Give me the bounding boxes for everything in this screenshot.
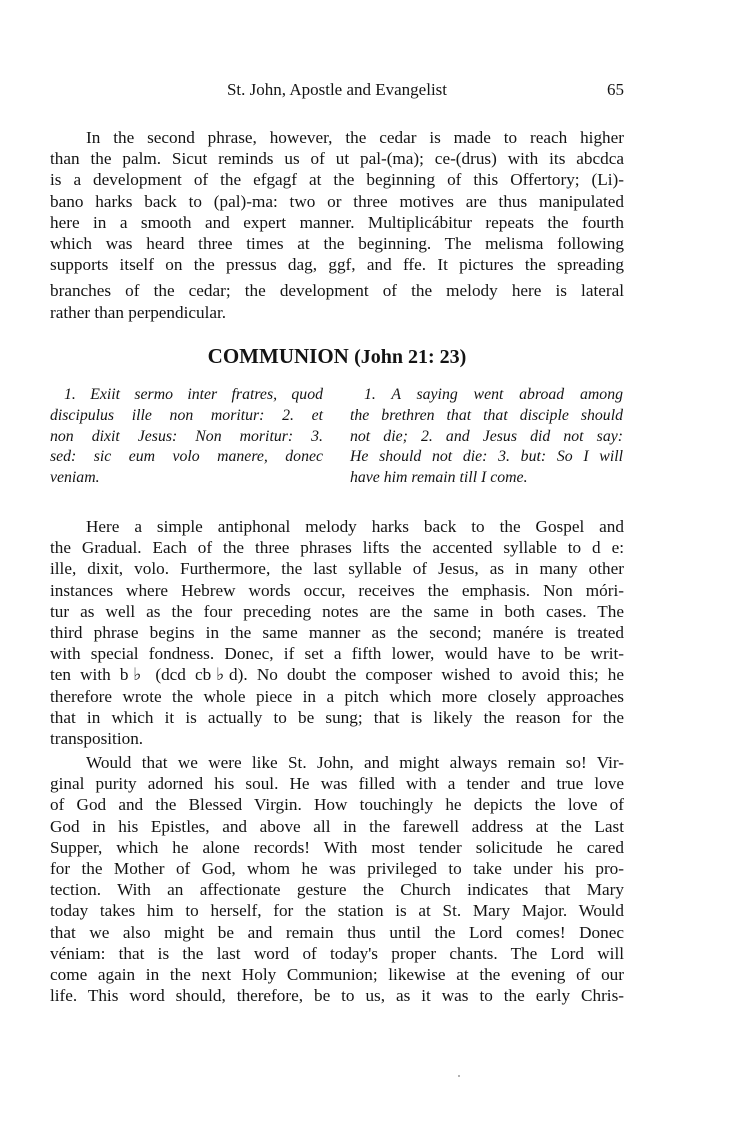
heading-title: COMMUNION [207,344,349,368]
english-line: not die; 2. and Jesus did not say: [350,427,623,445]
text-line: is a development of the efgagf at the beginning of this Offertory; (Li)- [50,170,624,190]
paragraph-reflection [50,752,624,1006]
text-line: branches of the cedar; the development of the melody here is lateral [50,281,624,301]
text-line: tur as well as the four preceding notes are the same in both cases. The [50,601,624,621]
text-line: ginal purity adorned his soul. He was filled with a tender and true love [50,774,624,794]
text-line: which was heard three times at the beginning. The melisma following [50,234,624,254]
text-line: life. This word should, therefore, be to us, as it was to the early Chris- [50,986,624,1006]
text-line: therefore wrote the whole piece in a pitch which more closely approaches [50,686,624,706]
running-header [50,80,624,100]
latin-line: non dixit Jesus: Non moritur: 3. [50,427,323,445]
paragraph-offertory-commentary [50,127,624,323]
section-heading [50,344,624,369]
text-line: the Gradual. Each of the three phrases lifts the accented syllable to d e: [50,538,624,558]
text-line: that in which it is actually to be sung; that is likely the reason for the [50,707,624,727]
text-line: supports itself on the pressus dag, ggf, and ffe. It pictures the spreading [50,255,624,275]
english-text-column [350,385,623,489]
latin-line: sed: sic eum volo manere, donec [50,448,323,466]
english-line: have him remain till I come. [350,469,528,487]
header-title: St. John, Apostle and Evangelist [226,80,448,99]
text-line: véniam: that is the last word of today's proper chants. The Lord will [50,943,624,963]
english-line: He should not die: 3. but: So I will [350,448,623,466]
text-line: than the palm. Sicut reminds us of ut pal-(ma); ce-(drus) with its abcdca [50,149,624,169]
text-line: instances where Hebrew words occur, receives the emphasis. Non móri- [50,580,624,600]
text-line: ten with b♭ (dcd cb♭d). No doubt the composer wished to avoid this; he [50,665,624,685]
text-line: of God and the Blessed Virgin. How touchingly he depicts the love of [50,795,624,815]
text-line: today takes him to herself, for the station is at St. Mary Major. Would [50,901,624,921]
english-line: 1. A saying went abroad among [364,386,623,403]
paragraph-communion-commentary [50,516,624,749]
text-line: come again in the next Holy Communion; likewise at the evening of our [50,965,624,985]
latin-text-column [50,385,323,489]
text-line: that we also might be and remain thus until the Lord comes! Donec [50,922,624,942]
heading-reference: (John 21: 23) [354,346,467,368]
latin-line: discipulus ille non moritur: 2. et [50,406,323,424]
text-line: In the second phrase, however, the cedar is made to reach higher [86,128,624,147]
text-line: Supper, which he alone records! With most tender solicitude he cared [50,837,624,857]
text-line: here in a smooth and expert manner. Multiplicábitur repeats the fourth [50,212,624,232]
text-line: tection. With an affectionate gesture the Church indicates that Mary [50,880,624,900]
text-line: transposition. [50,729,144,749]
text-line: third phrase begins in the same manner as the second; manére is treated [50,623,624,643]
text-line: Would that we were like St. John, and might always remain so! Vir- [86,753,624,772]
latin-line: veniam. [50,469,100,487]
print-speck [458,1075,460,1077]
text-line: rather than perpendicular. [50,302,227,322]
english-line: the brethren that that disciple should [350,406,623,424]
text-line: for the Mother of God, whom he was privileged to take under his pro- [50,859,624,879]
text-line: Here a simple antiphonal melody harks back to the Gospel and [86,517,624,536]
text-line: bano harks back to (pal)-ma: two or three motives are thus manipulated [50,191,624,211]
latin-line: 1. Exiit sermo inter fratres, quod [64,386,323,403]
text-line: God in his Epistles, and above all in the farewell address at the Last [50,816,624,836]
page-number: 65 [607,80,624,99]
text-line: with special fondness. Donec, if set a fifth lower, would have to be writ- [50,644,624,664]
text-line: ille, dixit, volo. Furthermore, the last syllable of Jesus, as in many other [50,559,624,579]
